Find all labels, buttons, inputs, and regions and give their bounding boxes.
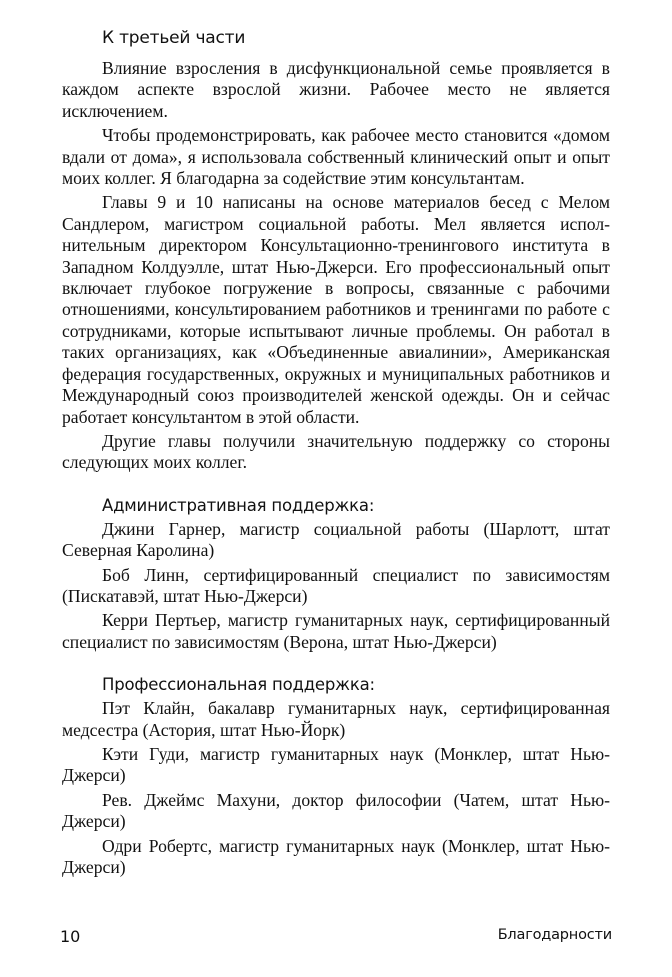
spacer <box>62 477 610 495</box>
spacer <box>62 656 610 674</box>
running-title: Благодарности <box>497 927 612 943</box>
professional-support-title: Профессиональная поддержка: <box>102 675 375 695</box>
page-footer <box>60 927 612 946</box>
professional-support-entry: Кэти Гуди, магистр гуманитарных наук (Монклер, штат Нью-Джерси) <box>62 743 610 786</box>
admin-support-entry: Керри Пертьер, магистр гуманитарных наук, сертифицированный специалист по зависимостям (Верона, штат Нью-Джерси) <box>62 610 610 652</box>
professional-support-entry: Рев. Джеймс Махуни, доктор философии (Чатем, штат Нью-Джерси) <box>62 789 610 832</box>
page-number: 10 <box>60 927 81 946</box>
intro-paragraph: Главы 9 и 10 написаны на основе материалов бесед с Мелом Сандлером, магистром социальной работы. Мел является исполнительным директором Консультационно-тренингового института в Западном Колдуэлле, штат Нью-Джерси. Его профессиональный опыт включает глубокое погружение в вопросы, связанные с рабочими отношениями, консультированием работников и тренингами по работе с сотрудниками, которые испытывают личные проблемы. Он работал в таких организациях, как «Объединенные авиалинии», Американская федерация государственных, окружных и муниципальных работников и Международный союз производителей женской одежды. Он и сейчас работает консультантом в этой области. <box>62 192 610 427</box>
admin-support-entry: Боб Линн, сертифицированный специалист по зависимостям (Пискатавэй, штат Нью-Джерси) <box>62 564 610 606</box>
intro-paragraph: Влияние взросления в дисфункциональной семье проявляется в каждом аспекте взрослой жизни. Рабочее место не является исключением. <box>62 58 610 121</box>
section-title: К третьей части <box>102 28 246 48</box>
professional-support-entry: Пэт Клайн, бакалавр гуманитарных наук, сертифицированная медсестра (Астория, штат Нью-Йорк) <box>62 698 610 740</box>
intro-paragraph: Чтобы продемонстрировать, как рабочее место становится «домом вдали от дома», я использовала собственный клинический опыт и опыт моих коллег. Я благодарна за содействие этим консультантам. <box>62 125 610 189</box>
admin-support-title: Административная поддержка: <box>102 495 375 515</box>
page-content <box>62 26 610 881</box>
admin-support-entry: Джини Гарнер, магистр социальной работы (Шарлотт, штат Северная Каролина) <box>62 518 610 561</box>
intro-paragraph: Другие главы получили значительную поддержку со стороны следующих моих коллег. <box>62 430 610 473</box>
professional-support-entry: Одри Робертс, магистр гуманитарных наук (Монклер, штат Нью-Джерси) <box>62 835 610 877</box>
